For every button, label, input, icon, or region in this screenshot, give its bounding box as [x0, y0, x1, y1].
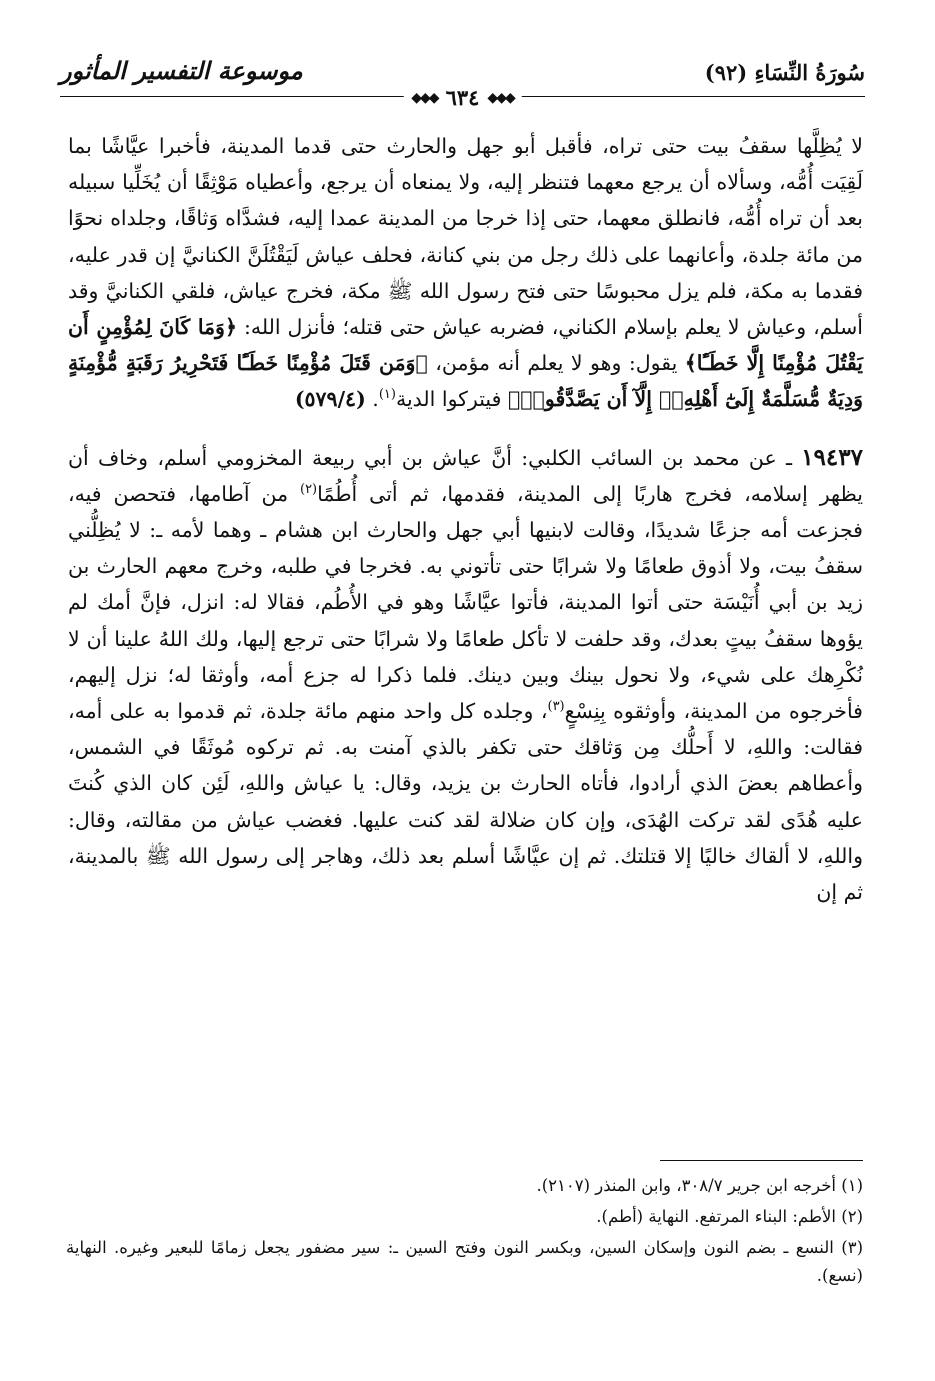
paragraph-gap: [68, 418, 863, 440]
paragraph-2-text-c: ، وجلده كل واحد منهم مائة جلدة، ثم قدموا به على أمه، فقالت: واللهِ، لا أَحلُّك مِن وَثاقك حتى تكفر بالذي آمنت به. ثم تركوه مُوثَقًا في الشمس، وأعطاهم بعضَ الذي أرادوا، فأتاه الحارث بن يزيد، وقال: يا عياش واللهِ، لَئِن كان الذي كُنتَ عليه هُدًى لقد تركت الهُدَى، وإن كان ضلالة لقد كنت عليها. فغضب عياش من مقالته، وقال: واللهِ، لا ألقاك خاليًا إلا قتلتك. ثم إن عيَّاشًا أسلم بعد ذلك، وهاجر إلى رسول الله ﷺ بالمدينة، ثم إن: [68, 699, 863, 905]
paragraph-2: [68, 440, 863, 911]
footnote-rule: [660, 1160, 863, 1161]
footnote-marker-3[interactable]: (٣): [547, 699, 565, 715]
footnote-marker-2[interactable]: (٢): [299, 482, 318, 497]
running-header: [60, 52, 865, 110]
book-title: موسوعة التفسير المأثور: [60, 56, 303, 85]
page-number-block: [403, 85, 521, 110]
ornament-left-icon: ◆◆◆: [411, 89, 438, 106]
paragraph-1-text-c: فيتركوا الدية: [395, 387, 502, 412]
paragraph-1-text-b: يقول: وهو لا يعلم أنه مؤمن،: [435, 351, 678, 376]
page-number: ٦٣٤: [445, 85, 480, 110]
paragraph-2-text-b: من آطامها، فتحصن فيه، فجزعت أمه جزعًا شديدًا، وقالت لابنيها أبي جهل والحارث ابن هشام ـ وهما لأمه ـ: لا يُظِلُّني سقفُ بيت، ولا أذوق طعامًا ولا شرابًا حتى تأتوني به. فخرجا في طلبه، وخرج معهم الحارث بن زيد بن أبي أُنَيْسَة حتى أتوا المدينة، فأتوا عيَّاشًا وهو في الأُطُم، فقالا له: انزل، فإنَّ أمك لم يؤوها سقفُ بيتٍ بعدك، وقد حلفت لا تأكل طعامًا ولا شرابًا حتى ترجع إليها، ولك اللهُ علينا أن لا نُكْرِهك على شيء، ولا نحول بينك وبين دينك. فلما ذكرا له جزع أمه، وأوثقا له؛ نزل إليهم، فأخرجوه من المدينة، وأوثقوه بِنِسْعٍ: [68, 481, 863, 724]
paragraph-1-text-d: .: [372, 387, 379, 412]
paragraph-1: [68, 128, 863, 418]
hadith-number: ١٩٤٣٧: [801, 443, 863, 471]
surah-title: سُورَةُ النِّسَاءِ (٩٢): [704, 60, 865, 85]
paragraph-2-text-a: ـ عن محمد بن السائب الكلبي: أنَّ عياش بن أبي ربيعة المخزومي أسلم، وخاف أن يظهر إسلامه، فخرج هاربًا إلى المدينة، فقدمها، ثم أتى أُطُمًا: [68, 445, 863, 506]
paragraph-1-text-a: لا يُظِلَّها سقفُ بيت حتى تراه، فأقبل أبو جهل والحارث حتى قدما المدينة، فأخبرا عيَّاشًا بما لَقِيَت أُمُّه، وسألاه أن يرجع معهما فتنظر إليه، ولا يمنعاه أن يرجع، وأعطياه مَوْثِقًا أن يُخَلِّيا سبيله بعد أن تراه أُمُّه، فانطلق معهما، حتى إذا خرجا من المدينة عمدا إليه، فشدَّاه وَثاقًا، وجلداه نحوًا من مائة جلدة، وأعانهما على ذلك رجل من بني كنانة، فحلف عياش لَيَقْتُلَنَّ الكنانيَّ إن قدر عليه، فقدما به مكة، فلم يزل محبوسًا حتى فتح رسول الله ﷺ مكة، فخرج عياش، فلقي الكنانيَّ وقد أسلم، وعياش لا يعلم بإسلام الكناني، فضربه عياش حتى قتله؛ فأنزل الله:: [68, 134, 863, 340]
footnotes: [66, 1172, 863, 1293]
footnote-2: (٢) الأطم: البناء المرتفع. النهاية (أطم).: [596, 1207, 863, 1226]
quran-verse-1: ﴿وَمَا كَانَ لِمُؤْمِنٍ أَن يَقْتُلَ مُؤْمِنًا إِلَّا خَطَـًٔا﴾: [68, 315, 863, 376]
footnote-1: (١) أخرجه ابن جرير ٣٠٨/٧، وابن المنذر (٢١٠٧).: [536, 1176, 863, 1195]
footnote-marker-1[interactable]: (١): [378, 387, 396, 403]
quran-verse-2: ﴿وَمَن قَتَلَ مُؤْمِنًا خَطَـًٔا فَتَحْرِيرُ رَقَبَةٍ مُّؤْمِنَةٍ وَدِيَةٌ مُّسَلَّمَةٌ إِلَىٰٓ أَهْلِهِۦٓ إِلَّآ أَن يَصَّدَّقُوا۟﴾: [68, 351, 863, 412]
footnote-3: (٣) النسع ـ بضم النون وإسكان السين، وبكسر النون وفتح السين ـ: سير مضفور يجعل زمامًا للبعير وغيره. النهاية (نسع).: [66, 1238, 863, 1285]
volume-page-reference: (٥٧٩/٤): [294, 387, 366, 412]
ornament-right-icon: ◆◆◆: [487, 89, 514, 106]
main-text: [68, 128, 863, 910]
